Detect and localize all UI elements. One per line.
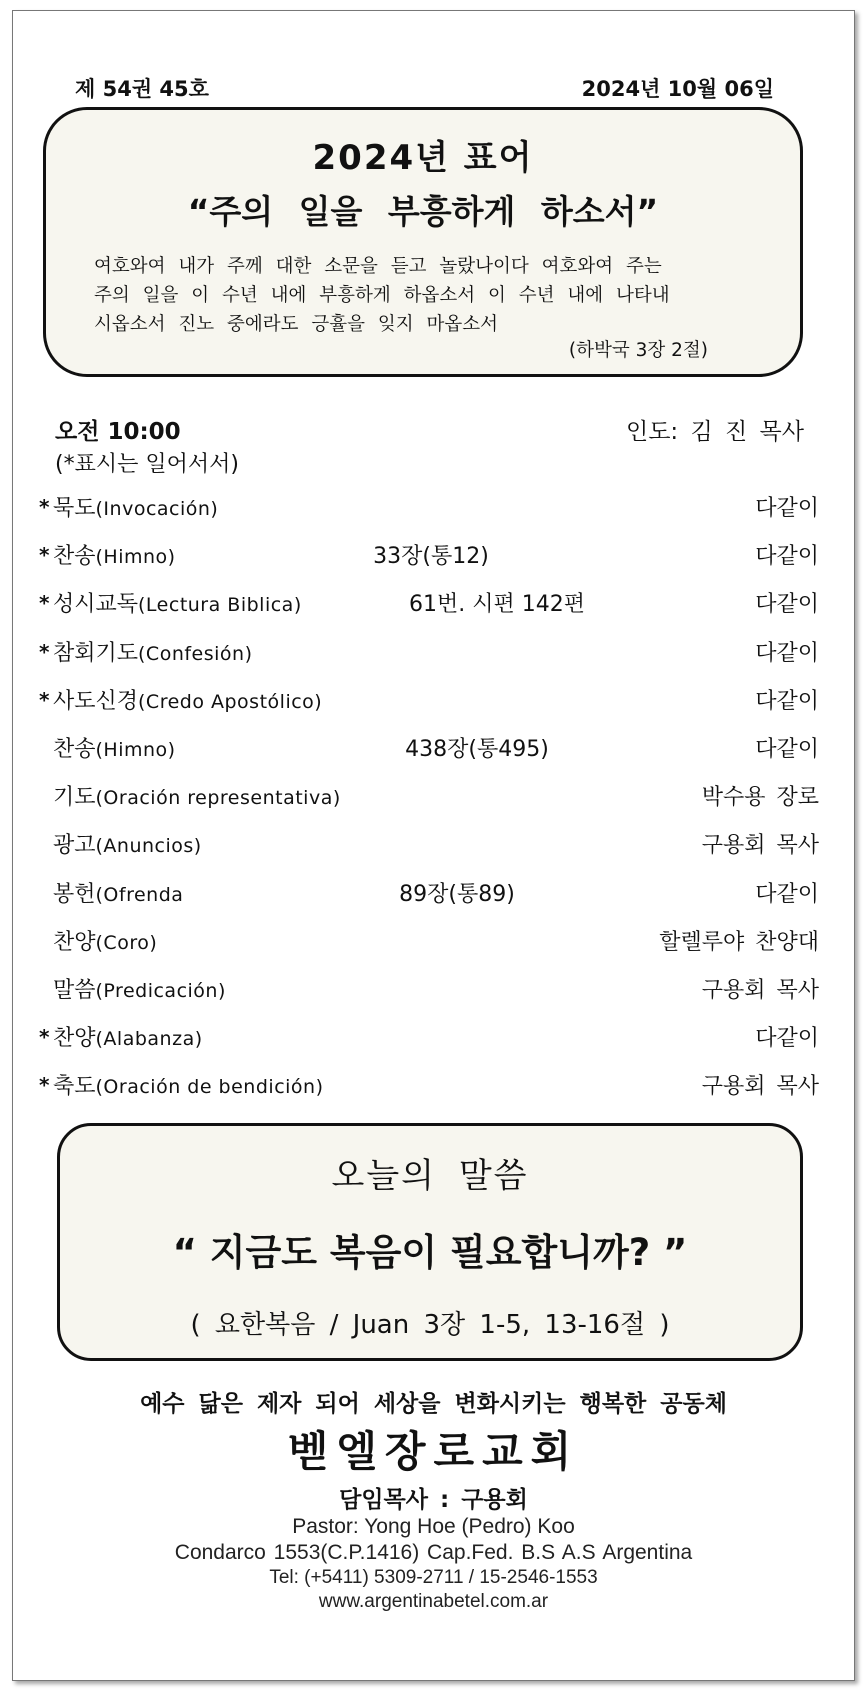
motto-phrase: “주의 일을 부흥하게 하소서” — [187, 192, 659, 231]
worship-item-spanish: (Predicación) — [95, 979, 226, 1002]
worship-item-spanish: (Himno) — [95, 738, 176, 761]
pastor-english-name: Pastor: Yong Hoe (Pedro) Koo — [292, 1515, 575, 1538]
worship-item-spanish: (Ofrenda — [95, 883, 184, 906]
bulletin-date: 2024년 10월 06일 — [581, 77, 774, 101]
standing-mark: * — [39, 639, 50, 664]
service-leader: 인도: 김 진 목사 — [626, 419, 804, 445]
service-time: 오전 10:00 — [55, 419, 181, 445]
worship-item-row — [39, 539, 819, 587]
worship-item-name — [53, 684, 322, 715]
worship-item-row — [39, 636, 819, 684]
worship-item-row — [39, 587, 819, 635]
bulletin-page — [12, 10, 855, 1681]
church-name: 벧엘장로교회 — [287, 1427, 580, 1476]
worship-item-name — [53, 1021, 203, 1052]
motto-verse — [94, 252, 764, 339]
worship-item-leader: 다같이 — [755, 1026, 819, 1052]
motto-title: 2024년 표어 — [312, 138, 534, 178]
sermon-reference: ( 요한복음 / Juan 3장 1-5, 13-16절 ) — [190, 1310, 670, 1340]
worship-item-spanish: (Lectura Biblica) — [138, 594, 302, 617]
sermon-box — [57, 1123, 803, 1361]
motto-reference: (하박국 3장 2절) — [568, 340, 708, 361]
motto-verse-line: 주의 일을 이 수년 내에 부흥하게 하옵소서 이 수년 내에 나타내 — [94, 285, 670, 306]
standing-mark: * — [39, 1025, 50, 1050]
worship-item-name — [53, 491, 218, 522]
worship-item-detail: 61번. 시편 142편 — [409, 592, 585, 618]
worship-item-name — [53, 636, 253, 667]
worship-item-leader: 구용회 목사 — [701, 977, 819, 1003]
worship-item-korean: 말씀 — [53, 977, 96, 1003]
annual-motto-box — [43, 107, 803, 377]
worship-item-korean: 축도 — [53, 1074, 96, 1100]
worship-item-row — [39, 973, 819, 1021]
worship-item-korean: 찬양 — [53, 1026, 96, 1052]
worship-item-name — [53, 973, 226, 1004]
worship-item-detail: 438장(통495) — [405, 736, 549, 762]
worship-item-korean: 봉헌 — [53, 881, 96, 907]
worship-item-leader: 다같이 — [755, 496, 819, 521]
worship-item-detail: 33장(통12) — [373, 544, 489, 570]
worship-item-name — [53, 828, 202, 859]
worship-item-row — [39, 1021, 819, 1069]
worship-item-korean: 찬송 — [53, 544, 96, 570]
worship-item-row — [39, 925, 819, 973]
senior-pastor: 담임목사 : 구용회 — [339, 1487, 528, 1513]
worship-item-leader: 구용회 목사 — [701, 833, 819, 859]
church-slogan: 예수 닮은 제자 되어 세상을 변화시키는 행복한 공동체 — [140, 1391, 727, 1417]
sermon-title: “ 지금도 복음이 필요합니까? ” — [172, 1231, 688, 1274]
standing-mark: * — [39, 687, 50, 712]
worship-item-name — [53, 925, 157, 956]
worship-item-korean: 기도 — [53, 785, 96, 811]
worship-item-spanish: (Oración de bendición) — [95, 1076, 324, 1099]
worship-item-spanish: (Confesión) — [138, 642, 253, 665]
worship-item-row — [39, 732, 819, 780]
worship-item-leader: 박수용 장로 — [701, 785, 819, 811]
worship-item-korean: 찬양 — [53, 929, 96, 955]
worship-item-korean: 참회기도 — [53, 640, 139, 666]
worship-item-name — [53, 1069, 324, 1100]
worship-item-leader: 다같이 — [755, 544, 819, 570]
standing-mark: * — [39, 591, 50, 616]
worship-item-korean: 성시교독 — [53, 592, 139, 618]
church-telephone: Tel: (+5411) 5309-2711 / 15-2546-1553 — [269, 1567, 598, 1588]
worship-item-spanish: (Credo Apostólico) — [138, 690, 323, 713]
worship-item-name — [53, 587, 302, 618]
volume-number: 제 54권 45호 — [75, 77, 209, 101]
worship-item-row — [39, 828, 819, 876]
worship-item-name — [53, 732, 176, 763]
church-address: Condarco 1553(C.P.1416) Cap.Fed. B.S A.S Argentina — [174, 1541, 693, 1564]
worship-item-spanish: (Coro) — [95, 931, 158, 954]
worship-item-row — [39, 877, 819, 925]
worship-item-name — [53, 877, 183, 908]
worship-item-name — [53, 539, 176, 570]
worship-item-spanish: (Oración representativa) — [95, 787, 341, 810]
order-of-worship — [39, 491, 819, 1117]
worship-item-spanish: (Invocación) — [95, 498, 219, 520]
motto-verse-line: 여호와여 내가 주께 대한 소문을 듣고 놀랐나이다 여호와여 주는 — [94, 256, 662, 277]
motto-verse-line: 시옵소서 진노 중에라도 긍휼을 잊지 마옵소서 — [94, 314, 498, 335]
standing-mark: * — [39, 495, 50, 519]
worship-item-leader: 할렐루야 찬양대 — [659, 929, 819, 955]
worship-item-spanish: (Alabanza) — [95, 1028, 203, 1051]
standing-mark: * — [39, 543, 50, 568]
worship-item-leader: 다같이 — [755, 592, 819, 618]
worship-item-leader: 다같이 — [755, 640, 819, 666]
worship-item-korean: 묵도 — [53, 496, 96, 521]
worship-item-detail: 89장(통89) — [399, 881, 515, 907]
worship-item-korean: 광고 — [53, 833, 96, 859]
worship-item-spanish: (Himno) — [95, 546, 176, 569]
worship-item-row — [39, 491, 819, 539]
worship-item-row — [39, 684, 819, 732]
worship-item-leader: 다같이 — [755, 881, 819, 907]
worship-item-name — [53, 780, 341, 811]
worship-item-korean: 사도신경 — [53, 688, 139, 714]
church-website[interactable]: www.argentinabetel.com.ar — [318, 1591, 549, 1612]
standing-mark: * — [39, 1073, 50, 1098]
worship-item-leader: 다같이 — [755, 736, 819, 762]
worship-item-row — [39, 780, 819, 828]
worship-item-korean: 찬송 — [53, 736, 96, 762]
worship-item-leader: 다같이 — [755, 688, 819, 714]
standing-note: (*표시는 일어서서) — [55, 452, 239, 477]
worship-item-row — [39, 1069, 819, 1117]
worship-item-leader: 구용회 목사 — [701, 1074, 819, 1100]
worship-item-spanish: (Anuncios) — [95, 835, 202, 858]
sermon-label: 오늘의 말씀 — [331, 1156, 529, 1196]
